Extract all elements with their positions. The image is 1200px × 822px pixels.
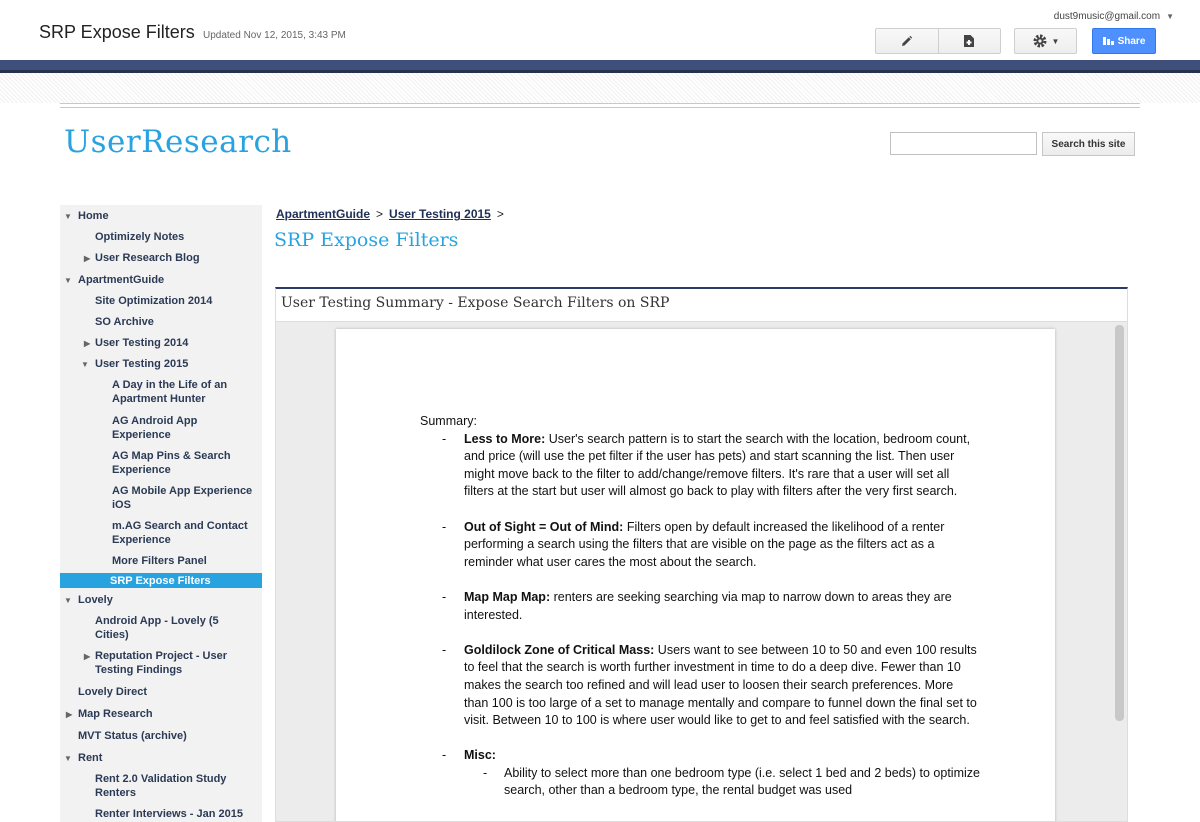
- doc-title: SRP Expose Filters: [39, 22, 195, 42]
- sidebar-nav: ▼ Home Optimizely Notes ▶ User Research Blog ▼ ApartmentGuide Site Optimization 2014 SO Archive ▶ User Testing 2014 ▼ User Testing 2015 A Day in the Life of an Apartment Hunter AG Android App Experience AG Map Pins & Search Experience AG Mobile App Experience iOS m.AG Search and Contact Experience More Filters Panel SRP Expose Filters ▼ Lovely Android App - Lovely (5 Cities) ▶ Reputation Project - User Testing Findings Lovely Direct ▶ Map Research MVT Status (archive) ▼ Rent Rent 2.0 Validation Study Renters Renter Interviews - Jan 2015: [60, 205, 262, 822]
- document-body: [420, 413, 980, 818]
- sidebar-item-mag-search-contact[interactable]: m.AG Search and Contact Experience: [112, 520, 248, 546]
- collapsed-triangle-icon[interactable]: ▶: [84, 339, 91, 348]
- edit-page-button[interactable]: [876, 29, 938, 53]
- bullet-heading: Goldilock Zone of Critical Mass:: [464, 642, 655, 657]
- list-item: - Out of Sight = Out of Mind: Filters open by default increased the likelihood of a renter performing a search using the filters that are visible on the page as the filters act as a reminder what user cares the most about the search.: [442, 519, 945, 569]
- sidebar-item-reputation-project[interactable]: ▶ Reputation Project - User Testing Findings: [84, 650, 228, 676]
- last-updated: Updated Nov 12, 2015, 3:43 PM: [203, 30, 346, 41]
- document-viewer[interactable]: [276, 321, 1127, 822]
- breadcrumb: [276, 207, 504, 221]
- breadcrumb-separator: >: [376, 207, 384, 221]
- bullet-heading: Map Map Map:: [464, 589, 551, 604]
- settings-menu[interactable]: [1014, 28, 1077, 54]
- sub-list-item: - Ability to select more than one bedroom type (i.e. select 1 bed and 2 beds) to optimize search, other than a bedroom type, the rental budget was used: [483, 765, 980, 798]
- header-stripe: [0, 60, 1200, 73]
- sidebar-item-day-in-the-life[interactable]: A Day in the Life of an Apartment Hunter: [112, 379, 228, 405]
- account-menu[interactable]: [1054, 11, 1174, 22]
- list-item: - Goldilock Zone of Critical Mass: Users want to see between 10 to 50 and even 100 results to feel that the search is worth further investment in time to do a deep dive. Fewer than 10 makes the search too refined and will lead user to loosen their search preferences. More than 100 is too large of a set to manage mentally and compare to funnel down the final set to visit. Between 10 to 100 is where user would like to get to and feel satisfied with the search.: [442, 642, 977, 728]
- expanded-triangle-icon[interactable]: ▼: [64, 596, 72, 605]
- list-item: - Map Map Map: renters are seeking searching via map to narrow down to areas they are interested.: [442, 589, 952, 622]
- breadcrumb-user-testing-2015[interactable]: User Testing 2015: [389, 207, 491, 221]
- sidebar-item-ag-mobile-app[interactable]: AG Mobile App Experience iOS: [112, 485, 253, 511]
- chevron-down-icon: ▼: [1166, 12, 1174, 21]
- site-title[interactable]: UserResearch: [64, 124, 292, 160]
- summary-heading: Summary:: [420, 414, 477, 428]
- bullet-text: Filters open by default increased the likelihood of a renter performing a search using the filters that are visible on the page as the filters act as a reminder what user cares the most about the search.: [464, 519, 945, 569]
- pencil-icon: [900, 35, 913, 48]
- top-bar: [0, 0, 1200, 60]
- bullet-heading: Less to More:: [464, 431, 546, 446]
- expanded-triangle-icon[interactable]: ▼: [64, 276, 72, 285]
- embed-title[interactable]: User Testing Summary - Expose Search Filters on SRP: [281, 295, 670, 311]
- sidebar-item-srp-expose-filters[interactable]: SRP Expose Filters: [60, 573, 262, 588]
- collapsed-triangle-icon[interactable]: ▶: [84, 652, 91, 661]
- collapsed-triangle-icon[interactable]: ▶: [84, 254, 91, 263]
- share-button[interactable]: [1092, 28, 1156, 54]
- bullet-text: User's search pattern is to start the search with the location, bedroom count, and price (will use the pet filter if the user has pets) and start scanning the list. Then user might move back to the filter to add/change/remove filters. It's rare that a user will set all filters at the start but user will almost go back to play with filters after the very first search.: [464, 431, 971, 499]
- new-page-button[interactable]: [938, 29, 1000, 53]
- header-texture: [0, 73, 1200, 103]
- gear-icon: [1032, 33, 1048, 49]
- expanded-triangle-icon[interactable]: ▼: [64, 754, 72, 763]
- settings-button[interactable]: [1015, 29, 1076, 53]
- new-page-icon: [963, 34, 975, 48]
- bullet-heading: Out of Sight = Out of Mind:: [464, 519, 624, 534]
- share-label: Share: [1117, 35, 1146, 47]
- page-title: SRP Expose Filters: [274, 229, 459, 251]
- bullet-text: renters are seeking searching via map to narrow down to areas they are interested.: [464, 589, 952, 622]
- list-item: - Misc: - Ability to select more than one bedroom type (i.e. select 1 bed and 2 beds) to optimize search, other than a bedroom type, the rental budget was used: [420, 747, 980, 800]
- search-button[interactable]: Search this site: [1042, 132, 1135, 156]
- sidebar-item-ag-map-pins[interactable]: AG Map Pins & Search Experience: [112, 450, 231, 476]
- bullet-heading: Misc:: [464, 748, 496, 763]
- expanded-triangle-icon[interactable]: ▼: [64, 212, 72, 221]
- expanded-triangle-icon[interactable]: ▼: [81, 360, 89, 369]
- account-email: dust9music@gmail.com: [1053, 11, 1161, 22]
- sidebar-item-ag-android-app[interactable]: AG Android App Experience: [112, 415, 198, 441]
- scrollbar[interactable]: [1115, 325, 1124, 721]
- embedded-document: [275, 287, 1128, 822]
- bullet-text: Users want to see between 10 to 50 and even 100 results to feel that the search is worth further investment in time to do a deep dive. Fewer than 10 makes the search too refined and will lead user to loosen their search preferences. More than 100 is too large of a set to manage mentally and compare to funnel down the final set to visit. Between 10 to 100 is where user would like to get to and feel satisfied with the search.: [464, 642, 977, 728]
- edit-button-group: [875, 28, 1001, 54]
- share-icon: [1103, 36, 1114, 46]
- header-rule: [60, 103, 1140, 108]
- sub-bullet-text: Ability to select more than one bedroom type (i.e. select 1 bed and 2 beds) to optimize search, other than a bedroom type, the rental budget was used: [504, 765, 980, 798]
- list-item: - Less to More: User's search pattern is to start the search with the location, bedroom count, and price (will use the pet filter if the user has pets) and start scanning the list. Then user might move back to the filter to add/change/remove filters. It's rare that a user will set all filters at the start but user will almost go back to play with filters after the very first search.: [442, 431, 971, 499]
- sidebar-item-rent-validation-study[interactable]: Rent 2.0 Validation Study Renters: [95, 773, 227, 799]
- chevron-down-icon: ▼: [1051, 36, 1060, 46]
- breadcrumb-apartmentguide[interactable]: ApartmentGuide: [276, 207, 371, 221]
- document-page: [336, 329, 1055, 822]
- sidebar-item-android-app-lovely[interactable]: Android App - Lovely (5 Cities): [95, 615, 219, 641]
- breadcrumb-separator: >: [496, 207, 504, 221]
- collapsed-triangle-icon[interactable]: ▶: [66, 710, 73, 719]
- search-input[interactable]: [890, 132, 1037, 155]
